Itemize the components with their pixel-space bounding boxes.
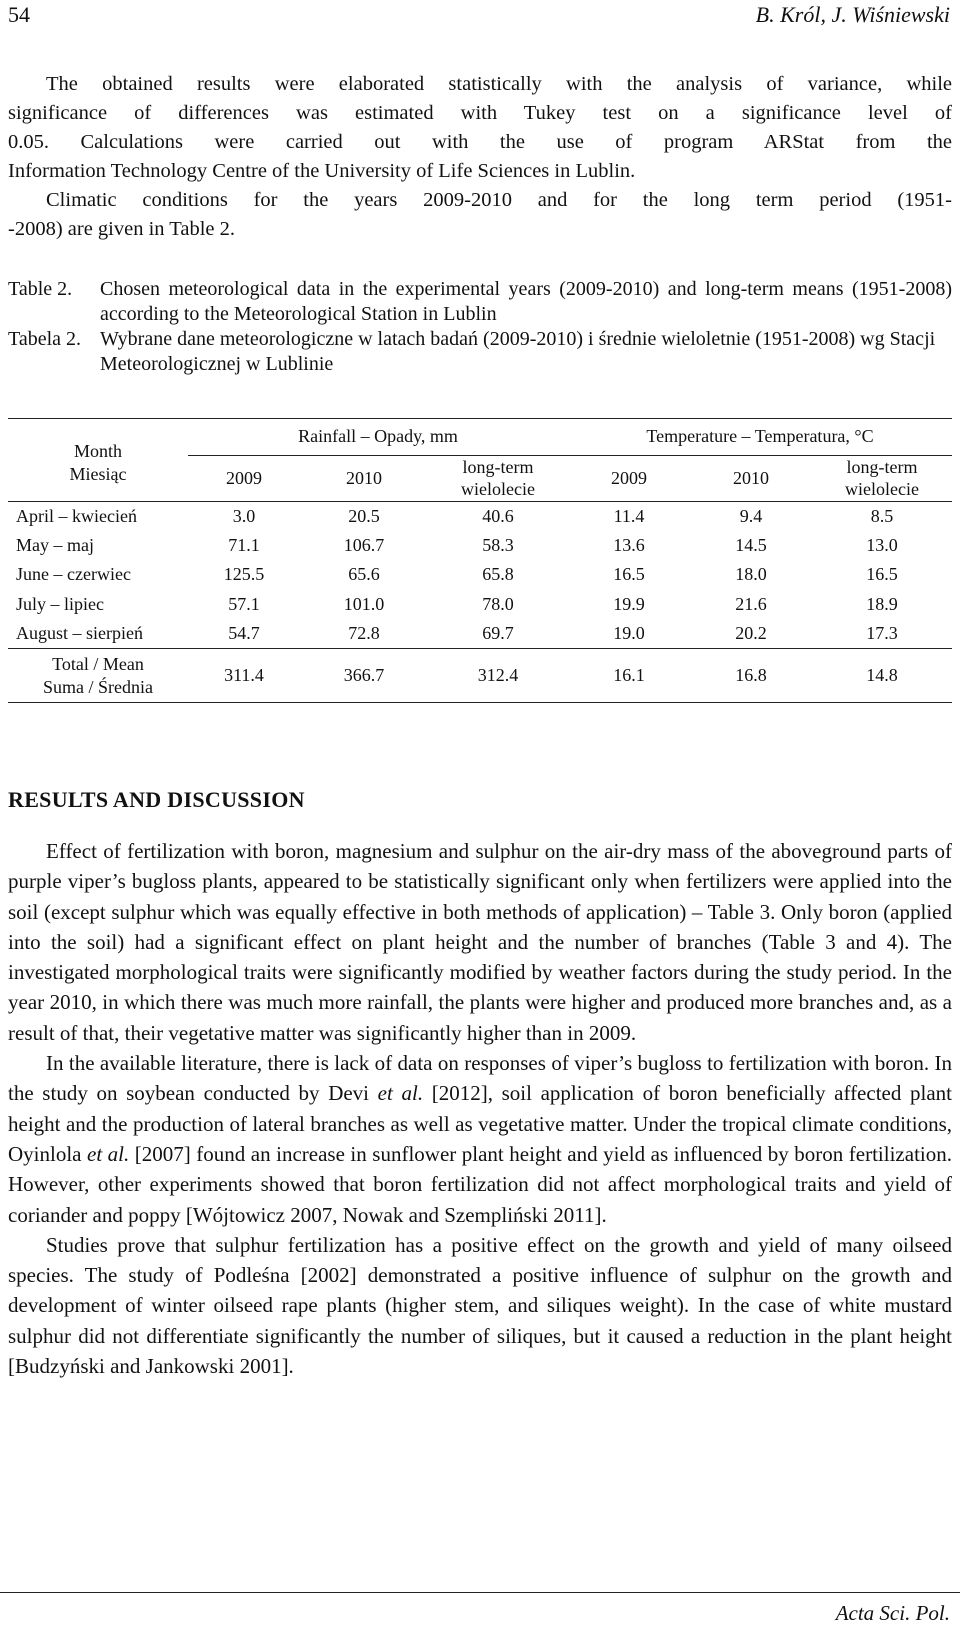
footer-rule bbox=[0, 1592, 960, 1593]
p2-part-a: In the available literature, there is lack of data on responses of viper’s bugloss to fertilization with boron. In the study on soybean conducted by Devi bbox=[8, 1051, 952, 1106]
longterm-pl: wielolecie bbox=[461, 479, 535, 499]
cell-t2010: 14.5 bbox=[735, 534, 767, 555]
longterm-en: long-term bbox=[846, 457, 918, 477]
cell-r2010: 65.6 bbox=[348, 564, 380, 585]
row-month-label: August – sierpień bbox=[16, 623, 143, 643]
cell-tlt: 13.0 bbox=[866, 534, 898, 555]
cell-rlt: 78.0 bbox=[482, 593, 514, 614]
section-heading: RESULTS AND DISCUSSION bbox=[8, 787, 305, 812]
rainfall-group-header: Rainfall – Opady, mm bbox=[188, 419, 568, 455]
col-header-rain-longterm bbox=[428, 455, 568, 501]
cell-t2009: 19.9 bbox=[613, 593, 645, 614]
col-header-temp-2009: 2009 bbox=[611, 467, 647, 488]
temperature-group-header: Temperature – Temperatura, °C bbox=[568, 419, 952, 455]
total-label bbox=[8, 649, 188, 703]
total-label-en: Total / Mean bbox=[52, 653, 144, 674]
caption-label-pl: Tabela 2. bbox=[8, 328, 82, 350]
caption-label-en: Table 2. bbox=[8, 278, 73, 300]
total-temp-2009: 16.1 bbox=[613, 665, 645, 685]
cell-r2009: 3.0 bbox=[232, 505, 256, 526]
month-header-pl: Miesiąc bbox=[69, 463, 127, 484]
row-month-label: May – maj bbox=[16, 534, 94, 555]
table-caption bbox=[8, 277, 952, 377]
cell-t2009: 19.0 bbox=[613, 623, 645, 643]
intro-line-3: 0.05. Calculations were carried out with the use of program ARStat from the bbox=[8, 131, 952, 153]
intro-line-4: Information Technology Centre of the University of Life Sciences in Lublin. bbox=[8, 160, 636, 182]
col-header-rain-2010: 2010 bbox=[346, 467, 382, 488]
total-temp-longterm: 14.8 bbox=[866, 665, 898, 685]
total-label-pl: Suma / Średnia bbox=[43, 676, 153, 697]
row-month-label: June – czerwiec bbox=[16, 564, 131, 585]
cell-t2009: 16.5 bbox=[613, 564, 645, 585]
longterm-en: long-term bbox=[462, 457, 534, 477]
results-body bbox=[8, 836, 952, 1381]
longterm-pl: wielolecie bbox=[845, 479, 919, 499]
total-temp-2010: 16.8 bbox=[735, 665, 767, 685]
p2-part-b: [2012], soil application of boron beneficially affected plant height and the production of lateral branches as well as vegetative matter. Under the tropical climate conditions, Oyinlola bbox=[8, 1081, 952, 1166]
cell-t2010: 18.0 bbox=[735, 564, 767, 585]
cell-tlt: 17.3 bbox=[866, 623, 898, 643]
intro-line-5: Climatic conditions for the years 2009-2010 and for the long term period (1951- bbox=[46, 189, 952, 211]
total-row bbox=[8, 649, 952, 703]
caption-english bbox=[8, 277, 952, 327]
body-paragraph-1: Effect of fertilization with boron, magnesium and sulphur on the air-dry mass of the aboveground parts of purple viper’s bugloss plants, appeared to be statistically significant only when fertilizers were applied into the soil (except sulphur which was equally effective in both methods of application) – Table 3. Only boron (applied into the soil) had a significant effect on plant height and the number of branches (Table 3 and 4). The investigated morphological traits were significantly modified by weather factors during the study period. In the year 2010, in which there was much more rainfall, the plants were higher and produced more branches and, as a result of that, their vegetative matter was significantly higher than in 2009. bbox=[8, 839, 952, 1045]
table-row bbox=[8, 619, 952, 649]
col-header-rain-2009: 2009 bbox=[226, 467, 262, 488]
total-rain-longterm: 312.4 bbox=[477, 665, 519, 685]
row-month-label: April – kwiecień bbox=[16, 505, 137, 526]
table-row bbox=[8, 501, 952, 531]
meteorological-table bbox=[8, 418, 952, 703]
cell-r2010: 20.5 bbox=[348, 505, 380, 526]
journal-footer: Acta Sci. Pol. bbox=[835, 1601, 950, 1625]
caption-text-pl: Wybrane dane meteorologiczne w latach badań (2009-2010) i średnie wieloletnie (1951-2008) wg Stacji Meteorologicznej w Lublinie bbox=[100, 328, 936, 375]
intro-line-2: significance of differences was estimated with Tukey test on a significance level of bbox=[8, 102, 952, 124]
row-month-label: July – lipiec bbox=[16, 593, 104, 614]
total-rain-2009: 311.4 bbox=[224, 665, 264, 685]
cell-tlt: 16.5 bbox=[866, 564, 898, 585]
table-row bbox=[8, 590, 952, 620]
body-paragraph-2 bbox=[8, 1048, 952, 1230]
cell-r2010: 106.7 bbox=[343, 534, 385, 555]
cell-rlt: 65.8 bbox=[482, 564, 514, 585]
body-paragraph-3: Studies prove that sulphur fertilization has a positive effect on the growth and yield of many oilseed species. The study of Podleśna [2002] demonstrated a positive influence of sulphur on the growth and development of winter oilseed rape plants (higher stem, and siliques weight). In the case of white mustard sulphur did not differentiate significantly the number of siliques, but it caused a reduction in the plant height [Budzyński and Jankowski 2001]. bbox=[8, 1232, 952, 1379]
running-head-authors: B. Król, J. Wiśniewski bbox=[755, 2, 950, 27]
cell-t2010: 9.4 bbox=[739, 505, 763, 526]
cell-rlt: 58.3 bbox=[482, 534, 514, 555]
cell-r2009: 54.7 bbox=[228, 623, 260, 643]
cell-tlt: 8.5 bbox=[870, 505, 894, 526]
cell-tlt: 18.9 bbox=[866, 593, 898, 614]
p2-part-c: [2007] found an increase in sunflower plant height and yield as influenced by boron fertilization. However, other experiments showed that boron fertilization did not affect morphological traits and yield of coriander and poppy [Wójtowicz 2007, Nowak and Szempliński 2011]. bbox=[8, 1141, 952, 1227]
caption-polish bbox=[8, 327, 952, 377]
cell-rlt: 40.6 bbox=[482, 505, 514, 526]
p2-etal-1: et al. bbox=[377, 1081, 424, 1106]
cell-r2009: 57.1 bbox=[228, 593, 260, 614]
cell-t2009: 13.6 bbox=[613, 534, 645, 555]
cell-rlt: 69.7 bbox=[482, 623, 514, 643]
intro-line-6: -2008) are given in Table 2. bbox=[8, 218, 236, 240]
cell-r2009: 125.5 bbox=[223, 564, 265, 585]
col-header-temp-2010: 2010 bbox=[733, 467, 769, 488]
table-body bbox=[8, 501, 952, 649]
cell-t2010: 20.2 bbox=[735, 623, 767, 643]
total-rain-2010: 366.7 bbox=[343, 665, 385, 685]
cell-r2009: 71.1 bbox=[228, 534, 260, 555]
page-number: 54 bbox=[8, 2, 30, 27]
caption-text-en: Chosen meteorological data in the experimental years (2009-2010) and long-term means (1951-2008) according to the Meteorological Station in Lublin bbox=[100, 278, 952, 325]
col-header-temp-longterm bbox=[812, 455, 952, 501]
cell-r2010: 72.8 bbox=[348, 623, 380, 643]
table-row bbox=[8, 531, 952, 561]
month-header bbox=[8, 419, 188, 501]
intro-line-1: The obtained results were elaborated statistically with the analysis of variance, while bbox=[46, 73, 952, 95]
table-row bbox=[8, 560, 952, 590]
p2-etal-2: et al. bbox=[87, 1141, 130, 1166]
cell-t2010: 21.6 bbox=[735, 593, 767, 614]
month-header-en: Month bbox=[73, 440, 122, 461]
cell-r2010: 101.0 bbox=[343, 593, 385, 614]
cell-t2009: 11.4 bbox=[613, 505, 645, 526]
